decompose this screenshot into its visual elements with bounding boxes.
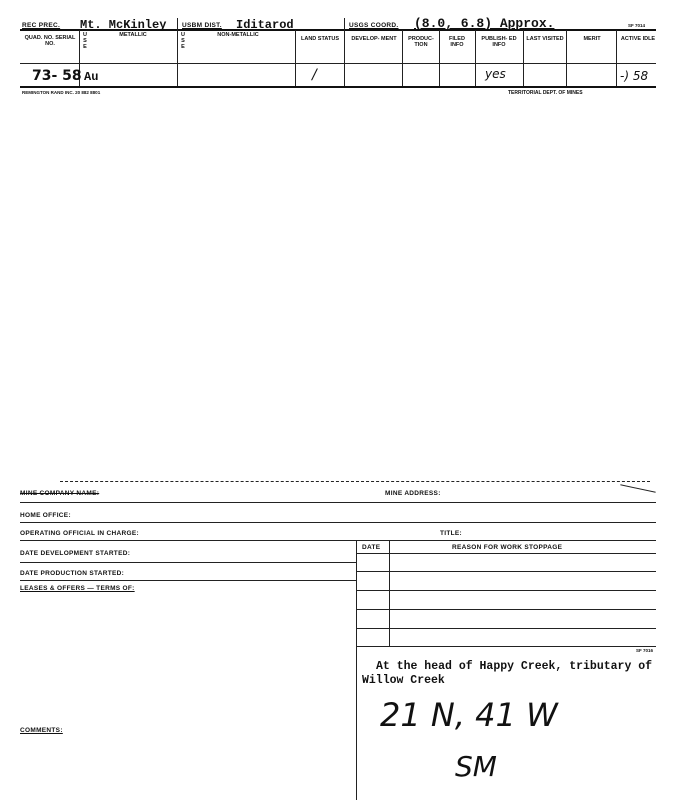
leases-label: LEASES & OFFERS — TERMS OF: xyxy=(20,585,135,592)
divider xyxy=(177,18,178,30)
stoppage-row xyxy=(356,628,656,629)
operating-official-label: OPERATING OFFICIAL IN CHARGE: xyxy=(20,530,139,537)
row-line xyxy=(20,86,656,88)
col-divider xyxy=(475,30,476,86)
col-production: PRODUC- TION xyxy=(408,36,434,48)
handwritten-township: 21 N, 41 W xyxy=(380,696,558,734)
col-quad-serial: QUAD. NO. SERIAL NO. xyxy=(24,35,76,47)
handwritten-meridian: SM xyxy=(455,750,497,783)
active-idle-value: -) 58 xyxy=(620,69,649,83)
col-divider xyxy=(439,30,440,86)
date-production-label: DATE PRODUCTION STARTED: xyxy=(20,570,125,577)
metallic-value: Au xyxy=(84,70,99,84)
col-filed-info: FILED INFO xyxy=(449,36,465,48)
col-active-idle: ACTIVE IDLE xyxy=(620,36,656,42)
rec-prec-label: REC PREC. xyxy=(22,22,61,29)
date-development-label: DATE DEVELOPMENT STARTED: xyxy=(20,550,131,557)
col-divider xyxy=(344,30,345,86)
usbm-dist-value: Iditarod xyxy=(236,18,294,32)
col-non-metallic: NON-METALLIC xyxy=(217,32,259,38)
mine-company-label: MINE COMPANY NAME: xyxy=(20,490,100,497)
form-number: SF 7014 xyxy=(628,23,646,28)
land-status-value: / xyxy=(312,67,317,83)
col-metallic: METALLIC xyxy=(119,32,147,38)
col-divider xyxy=(295,30,296,86)
usgs-coord-label: USGS COORD. xyxy=(349,22,399,29)
separator-line xyxy=(60,481,650,482)
col-divider xyxy=(402,30,403,86)
stoppage-row xyxy=(356,646,656,647)
lower-divider xyxy=(356,540,357,800)
home-office-label: HOME OFFICE: xyxy=(20,512,71,519)
col-divider xyxy=(177,30,178,86)
row-line xyxy=(20,522,656,523)
row-line xyxy=(20,562,356,563)
stoppage-row xyxy=(356,571,656,572)
department-line: TERRITORIAL DEPT. OF MINES xyxy=(508,90,583,96)
row-line xyxy=(20,502,656,503)
printer-line: REMINGTON RAND INC. 20 882 8801 xyxy=(22,90,101,95)
quad-serial-value: 73- 58 xyxy=(32,68,82,84)
col-use-non-metallic: U S E xyxy=(181,32,185,50)
col-use-metallic: U S E xyxy=(83,32,87,50)
col-land-status: LAND STATUS xyxy=(301,36,339,42)
row-line xyxy=(20,63,656,64)
stoppage-row xyxy=(356,590,656,591)
stoppage-row xyxy=(356,553,656,554)
row-line xyxy=(20,580,356,581)
stoppage-date-header: DATE xyxy=(362,544,381,551)
col-merit: MERIT xyxy=(583,36,601,42)
rec-prec-value: Mt. McKinley xyxy=(80,18,167,32)
row-line xyxy=(20,540,656,541)
col-published-info: PUBLISH- ED INFO xyxy=(481,36,517,48)
col-development: DEVELOP- MENT xyxy=(351,36,397,42)
mine-address-label: MINE ADDRESS: xyxy=(385,490,441,497)
stray-mark xyxy=(620,484,655,492)
col-divider xyxy=(523,30,524,86)
stoppage-reason-header: REASON FOR WORK STOPPAGE xyxy=(452,544,563,551)
usbm-dist-label: USBM DIST. xyxy=(182,22,222,29)
published-info-value: yes xyxy=(485,67,506,81)
title-label: TITLE: xyxy=(440,530,463,537)
col-divider xyxy=(566,30,567,86)
form-number-2: SF 7016 xyxy=(636,648,654,653)
divider xyxy=(344,18,345,30)
stoppage-date-divider xyxy=(389,540,390,646)
col-divider xyxy=(616,30,617,86)
col-last-visited: LAST VISITED xyxy=(526,36,564,42)
usgs-coord-value: (8.0, 6.8) Approx. xyxy=(414,16,555,31)
stoppage-row xyxy=(356,609,656,610)
location-note: At the head of Happy Creek, tributary of Willow Creek xyxy=(362,660,653,687)
comments-label: COMMENTS: xyxy=(20,727,63,734)
